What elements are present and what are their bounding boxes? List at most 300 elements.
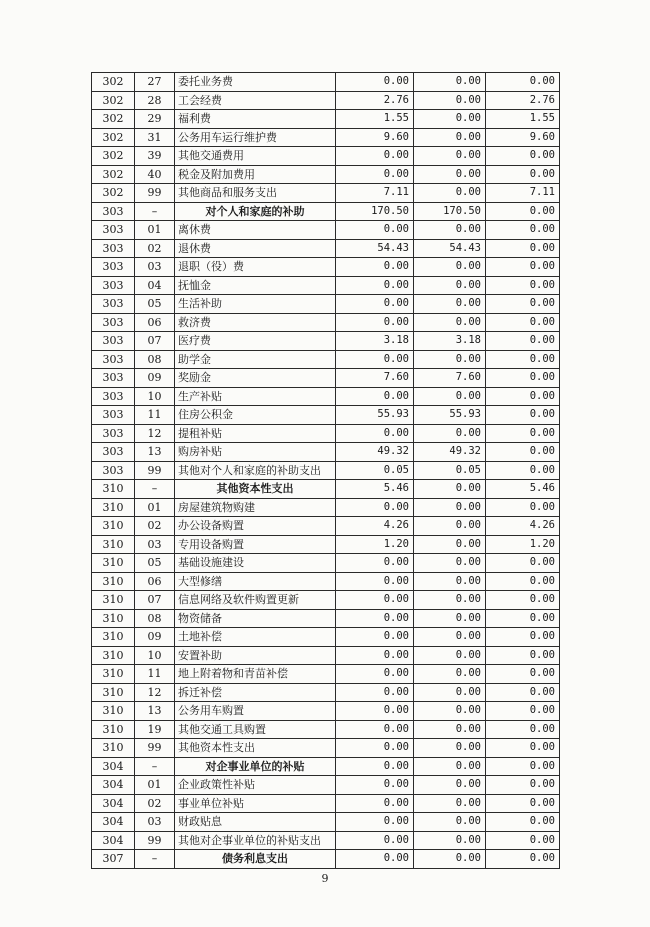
total-amount-cell: 4.26 (336, 517, 414, 536)
table-row (92, 350, 560, 369)
basic-expenditure-cell: 0.00 (414, 276, 486, 295)
item-code-cell: 12 (135, 683, 175, 702)
class-code-cell: 303 (92, 424, 135, 443)
item-code-cell: 05 (135, 554, 175, 573)
total-amount-cell: 0.00 (336, 757, 414, 776)
item-code-cell: 02 (135, 794, 175, 813)
project-expenditure-cell: 0.00 (486, 406, 560, 425)
class-code-cell: 310 (92, 535, 135, 554)
item-name-cell: 退职（役）费 (175, 258, 336, 277)
item-code-cell: 31 (135, 128, 175, 147)
total-amount-cell: 1.20 (336, 535, 414, 554)
item-name-cell: 购房补贴 (175, 443, 336, 462)
total-amount-cell: 0.00 (336, 554, 414, 573)
total-amount-cell: 0.00 (336, 794, 414, 813)
item-code-cell: – (135, 202, 175, 221)
item-name-cell: 助学金 (175, 350, 336, 369)
subtotal-row (92, 202, 560, 221)
item-name-cell: 奖励金 (175, 369, 336, 388)
total-amount-cell: 0.00 (336, 295, 414, 314)
table-row (92, 683, 560, 702)
table-row (92, 332, 560, 351)
table-row (92, 424, 560, 443)
table-row (92, 110, 560, 129)
item-name-cell: 医疗费 (175, 332, 336, 351)
basic-expenditure-cell: 0.00 (414, 165, 486, 184)
basic-expenditure-cell: 0.00 (414, 831, 486, 850)
project-expenditure-cell: 0.00 (486, 239, 560, 258)
basic-expenditure-cell: 0.00 (414, 480, 486, 499)
total-amount-cell: 7.60 (336, 369, 414, 388)
item-code-cell: 03 (135, 813, 175, 832)
item-code-cell: 10 (135, 646, 175, 665)
table-row (92, 313, 560, 332)
page-number: 9 (321, 872, 329, 885)
project-expenditure-cell: 0.00 (486, 572, 560, 591)
table-row (92, 443, 560, 462)
project-expenditure-cell: 0.00 (486, 591, 560, 610)
class-code-cell: 303 (92, 313, 135, 332)
item-code-cell: 10 (135, 387, 175, 406)
item-code-cell: 01 (135, 498, 175, 517)
project-expenditure-cell: 0.00 (486, 850, 560, 869)
project-expenditure-cell: 0.00 (486, 794, 560, 813)
class-code-cell: 302 (92, 110, 135, 129)
item-name-cell: 生产补贴 (175, 387, 336, 406)
class-code-cell: 302 (92, 147, 135, 166)
basic-expenditure-cell: 0.00 (414, 295, 486, 314)
basic-expenditure-cell: 0.00 (414, 572, 486, 591)
project-expenditure-cell: 0.00 (486, 831, 560, 850)
table-row (92, 535, 560, 554)
item-name-cell: 税金及附加费用 (175, 165, 336, 184)
item-code-cell: 12 (135, 424, 175, 443)
total-amount-cell: 0.00 (336, 387, 414, 406)
class-code-cell: 302 (92, 91, 135, 110)
total-amount-cell: 0.00 (336, 258, 414, 277)
total-amount-cell: 170.50 (336, 202, 414, 221)
item-name-cell: 对个人和家庭的补助 (175, 202, 336, 221)
item-name-cell: 其他商品和服务支出 (175, 184, 336, 203)
basic-expenditure-cell: 0.00 (414, 313, 486, 332)
total-amount-cell: 0.00 (336, 165, 414, 184)
class-code-cell: 304 (92, 813, 135, 832)
basic-expenditure-cell: 55.93 (414, 406, 486, 425)
project-expenditure-cell: 4.26 (486, 517, 560, 536)
total-amount-cell: 0.00 (336, 739, 414, 758)
class-code-cell: 303 (92, 221, 135, 240)
class-code-cell: 303 (92, 332, 135, 351)
project-expenditure-cell: 0.00 (486, 720, 560, 739)
project-expenditure-cell: 0.00 (486, 443, 560, 462)
class-code-cell: 310 (92, 720, 135, 739)
total-amount-cell: 0.00 (336, 591, 414, 610)
basic-expenditure-cell: 0.00 (414, 609, 486, 628)
basic-expenditure-cell: 0.05 (414, 461, 486, 480)
class-code-cell: 310 (92, 572, 135, 591)
item-name-cell: 其他交通费用 (175, 147, 336, 166)
project-expenditure-cell: 0.00 (486, 147, 560, 166)
project-expenditure-cell: 0.00 (486, 776, 560, 795)
item-name-cell: 信息网络及软件购置更新 (175, 591, 336, 610)
basic-expenditure-cell: 0.00 (414, 628, 486, 647)
item-code-cell: 07 (135, 591, 175, 610)
item-name-cell: 工会经费 (175, 91, 336, 110)
item-name-cell: 企业政策性补贴 (175, 776, 336, 795)
item-code-cell: 40 (135, 165, 175, 184)
class-code-cell: 310 (92, 628, 135, 647)
item-name-cell: 物资储备 (175, 609, 336, 628)
total-amount-cell: 0.00 (336, 683, 414, 702)
total-amount-cell: 0.05 (336, 461, 414, 480)
item-code-cell: 99 (135, 184, 175, 203)
total-amount-cell: 0.00 (336, 628, 414, 647)
item-code-cell: 02 (135, 517, 175, 536)
project-expenditure-cell: 0.00 (486, 498, 560, 517)
table-row (92, 239, 560, 258)
class-code-cell: 303 (92, 369, 135, 388)
project-expenditure-cell: 0.00 (486, 276, 560, 295)
table-row (92, 591, 560, 610)
basic-expenditure-cell: 0.00 (414, 498, 486, 517)
project-expenditure-cell: 0.00 (486, 295, 560, 314)
project-expenditure-cell: 0.00 (486, 609, 560, 628)
total-amount-cell: 0.00 (336, 850, 414, 869)
item-code-cell: 08 (135, 350, 175, 369)
item-name-cell: 对企事业单位的补贴 (175, 757, 336, 776)
table-row (92, 572, 560, 591)
item-code-cell: 13 (135, 443, 175, 462)
table-row (92, 147, 560, 166)
total-amount-cell: 0.00 (336, 276, 414, 295)
total-amount-cell: 0.00 (336, 147, 414, 166)
class-code-cell: 310 (92, 480, 135, 499)
class-code-cell: 310 (92, 591, 135, 610)
item-name-cell: 抚恤金 (175, 276, 336, 295)
total-amount-cell: 0.00 (336, 609, 414, 628)
class-code-cell: 302 (92, 165, 135, 184)
basic-expenditure-cell: 0.00 (414, 535, 486, 554)
class-code-cell: 303 (92, 387, 135, 406)
item-code-cell: 06 (135, 572, 175, 591)
item-code-cell: 06 (135, 313, 175, 332)
item-name-cell: 住房公积金 (175, 406, 336, 425)
item-name-cell: 公务用车运行维护费 (175, 128, 336, 147)
table-row (92, 628, 560, 647)
table-row (92, 258, 560, 277)
table-row (92, 702, 560, 721)
basic-expenditure-cell: 0.00 (414, 665, 486, 684)
basic-expenditure-cell: 54.43 (414, 239, 486, 258)
expenditure-table (91, 72, 560, 869)
item-name-cell: 委托业务费 (175, 73, 336, 92)
table-row (92, 665, 560, 684)
class-code-cell: 304 (92, 757, 135, 776)
total-amount-cell: 0.00 (336, 776, 414, 795)
basic-expenditure-cell: 3.18 (414, 332, 486, 351)
basic-expenditure-cell: 0.00 (414, 424, 486, 443)
item-code-cell: – (135, 850, 175, 869)
item-name-cell: 其他资本性支出 (175, 739, 336, 758)
basic-expenditure-cell: 0.00 (414, 646, 486, 665)
basic-expenditure-cell: 0.00 (414, 258, 486, 277)
total-amount-cell: 0.00 (336, 572, 414, 591)
total-amount-cell: 54.43 (336, 239, 414, 258)
table-row (92, 387, 560, 406)
item-name-cell: 离休费 (175, 221, 336, 240)
class-code-cell: 302 (92, 73, 135, 92)
item-code-cell: 99 (135, 831, 175, 850)
basic-expenditure-cell: 0.00 (414, 110, 486, 129)
basic-expenditure-cell: 0.00 (414, 128, 486, 147)
item-code-cell: 03 (135, 258, 175, 277)
basic-expenditure-cell: 0.00 (414, 850, 486, 869)
item-code-cell: 04 (135, 276, 175, 295)
basic-expenditure-cell: 0.00 (414, 184, 486, 203)
basic-expenditure-cell: 0.00 (414, 757, 486, 776)
project-expenditure-cell: 0.00 (486, 202, 560, 221)
class-code-cell: 310 (92, 609, 135, 628)
table-row (92, 73, 560, 92)
item-name-cell: 救济费 (175, 313, 336, 332)
item-code-cell: 09 (135, 369, 175, 388)
class-code-cell: 303 (92, 461, 135, 480)
item-name-cell: 事业单位补贴 (175, 794, 336, 813)
table-row (92, 720, 560, 739)
table-row (92, 221, 560, 240)
class-code-cell: 302 (92, 128, 135, 147)
project-expenditure-cell: 0.00 (486, 221, 560, 240)
basic-expenditure-cell: 0.00 (414, 776, 486, 795)
item-name-cell: 土地补偿 (175, 628, 336, 647)
class-code-cell: 304 (92, 794, 135, 813)
class-code-cell: 303 (92, 350, 135, 369)
total-amount-cell: 0.00 (336, 646, 414, 665)
project-expenditure-cell: 0.00 (486, 332, 560, 351)
total-amount-cell: 49.32 (336, 443, 414, 462)
item-name-cell: 专用设备购置 (175, 535, 336, 554)
total-amount-cell: 2.76 (336, 91, 414, 110)
table-row (92, 165, 560, 184)
project-expenditure-cell: 0.00 (486, 165, 560, 184)
item-name-cell: 提租补贴 (175, 424, 336, 443)
total-amount-cell: 0.00 (336, 498, 414, 517)
item-name-cell: 地上附着物和青苗补偿 (175, 665, 336, 684)
item-code-cell: 07 (135, 332, 175, 351)
class-code-cell: 303 (92, 406, 135, 425)
basic-expenditure-cell: 0.00 (414, 517, 486, 536)
basic-expenditure-cell: 0.00 (414, 702, 486, 721)
class-code-cell: 304 (92, 776, 135, 795)
table-row (92, 461, 560, 480)
item-name-cell: 其他对企事业单位的补贴支出 (175, 831, 336, 850)
table-row (92, 794, 560, 813)
item-code-cell: 39 (135, 147, 175, 166)
table-row (92, 776, 560, 795)
item-code-cell: 13 (135, 702, 175, 721)
total-amount-cell: 0.00 (336, 702, 414, 721)
item-code-cell: 11 (135, 406, 175, 425)
basic-expenditure-cell: 0.00 (414, 91, 486, 110)
class-code-cell: 303 (92, 258, 135, 277)
table-row (92, 517, 560, 536)
total-amount-cell: 9.60 (336, 128, 414, 147)
item-code-cell: – (135, 480, 175, 499)
item-name-cell: 拆迁补偿 (175, 683, 336, 702)
table-row (92, 646, 560, 665)
total-amount-cell: 0.00 (336, 665, 414, 684)
project-expenditure-cell: 1.55 (486, 110, 560, 129)
total-amount-cell: 0.00 (336, 73, 414, 92)
class-code-cell: 310 (92, 554, 135, 573)
table-row (92, 609, 560, 628)
item-code-cell: 19 (135, 720, 175, 739)
project-expenditure-cell: 0.00 (486, 665, 560, 684)
total-amount-cell: 0.00 (336, 313, 414, 332)
project-expenditure-cell: 0.00 (486, 757, 560, 776)
item-name-cell: 生活补助 (175, 295, 336, 314)
class-code-cell: 303 (92, 295, 135, 314)
project-expenditure-cell: 0.00 (486, 369, 560, 388)
item-name-cell: 债务利息支出 (175, 850, 336, 869)
basic-expenditure-cell: 0.00 (414, 683, 486, 702)
project-expenditure-cell: 0.00 (486, 646, 560, 665)
class-code-cell: 310 (92, 646, 135, 665)
item-code-cell: 02 (135, 239, 175, 258)
class-code-cell: 303 (92, 276, 135, 295)
table-row (92, 831, 560, 850)
item-code-cell: 11 (135, 665, 175, 684)
table-row (92, 369, 560, 388)
project-expenditure-cell: 0.00 (486, 628, 560, 647)
total-amount-cell: 0.00 (336, 813, 414, 832)
item-name-cell: 基础设施建设 (175, 554, 336, 573)
class-code-cell: 303 (92, 202, 135, 221)
project-expenditure-cell: 0.00 (486, 424, 560, 443)
item-code-cell: 01 (135, 221, 175, 240)
basic-expenditure-cell: 0.00 (414, 794, 486, 813)
class-code-cell: 310 (92, 517, 135, 536)
basic-expenditure-cell: 0.00 (414, 591, 486, 610)
table-row (92, 276, 560, 295)
project-expenditure-cell: 0.00 (486, 554, 560, 573)
total-amount-cell: 0.00 (336, 350, 414, 369)
table-row (92, 554, 560, 573)
class-code-cell: 304 (92, 831, 135, 850)
basic-expenditure-cell: 0.00 (414, 221, 486, 240)
table-row (92, 184, 560, 203)
subtotal-row (92, 757, 560, 776)
table-row (92, 91, 560, 110)
project-expenditure-cell: 0.00 (486, 813, 560, 832)
item-name-cell: 其他交通工具购置 (175, 720, 336, 739)
class-code-cell: 303 (92, 443, 135, 462)
item-code-cell: 09 (135, 628, 175, 647)
table-row (92, 128, 560, 147)
table-row (92, 295, 560, 314)
project-expenditure-cell: 0.00 (486, 350, 560, 369)
total-amount-cell: 0.00 (336, 720, 414, 739)
basic-expenditure-cell: 7.60 (414, 369, 486, 388)
total-amount-cell: 3.18 (336, 332, 414, 351)
project-expenditure-cell: 2.76 (486, 91, 560, 110)
basic-expenditure-cell: 49.32 (414, 443, 486, 462)
basic-expenditure-cell: 0.00 (414, 147, 486, 166)
total-amount-cell: 7.11 (336, 184, 414, 203)
item-name-cell: 房屋建筑物购建 (175, 498, 336, 517)
table-body (92, 73, 560, 869)
total-amount-cell: 5.46 (336, 480, 414, 499)
basic-expenditure-cell: 170.50 (414, 202, 486, 221)
item-code-cell: 08 (135, 609, 175, 628)
project-expenditure-cell: 0.00 (486, 739, 560, 758)
basic-expenditure-cell: 0.00 (414, 554, 486, 573)
project-expenditure-cell: 7.11 (486, 184, 560, 203)
item-name-cell: 办公设备购置 (175, 517, 336, 536)
class-code-cell: 310 (92, 498, 135, 517)
basic-expenditure-cell: 0.00 (414, 350, 486, 369)
item-code-cell: 99 (135, 739, 175, 758)
total-amount-cell: 0.00 (336, 424, 414, 443)
item-name-cell: 大型修缮 (175, 572, 336, 591)
basic-expenditure-cell: 0.00 (414, 813, 486, 832)
item-code-cell: 01 (135, 776, 175, 795)
item-code-cell: 05 (135, 295, 175, 314)
class-code-cell: 310 (92, 665, 135, 684)
total-amount-cell: 1.55 (336, 110, 414, 129)
project-expenditure-cell: 9.60 (486, 128, 560, 147)
item-name-cell: 其他对个人和家庭的补助支出 (175, 461, 336, 480)
item-code-cell: 99 (135, 461, 175, 480)
table-row (92, 406, 560, 425)
project-expenditure-cell: 1.20 (486, 535, 560, 554)
project-expenditure-cell: 0.00 (486, 461, 560, 480)
item-code-cell: 27 (135, 73, 175, 92)
basic-expenditure-cell: 0.00 (414, 73, 486, 92)
class-code-cell: 303 (92, 239, 135, 258)
class-code-cell: 310 (92, 739, 135, 758)
table-row (92, 739, 560, 758)
project-expenditure-cell: 5.46 (486, 480, 560, 499)
project-expenditure-cell: 0.00 (486, 258, 560, 277)
class-code-cell: 310 (92, 702, 135, 721)
item-name-cell: 其他资本性支出 (175, 480, 336, 499)
class-code-cell: 302 (92, 184, 135, 203)
project-expenditure-cell: 0.00 (486, 387, 560, 406)
class-code-cell: 307 (92, 850, 135, 869)
total-amount-cell: 55.93 (336, 406, 414, 425)
project-expenditure-cell: 0.00 (486, 73, 560, 92)
total-amount-cell: 0.00 (336, 831, 414, 850)
project-expenditure-cell: 0.00 (486, 702, 560, 721)
basic-expenditure-cell: 0.00 (414, 387, 486, 406)
item-name-cell: 安置补助 (175, 646, 336, 665)
basic-expenditure-cell: 0.00 (414, 720, 486, 739)
item-code-cell: 29 (135, 110, 175, 129)
item-code-cell: 28 (135, 91, 175, 110)
table-row (92, 813, 560, 832)
subtotal-row (92, 850, 560, 869)
table-row (92, 498, 560, 517)
class-code-cell: 310 (92, 683, 135, 702)
project-expenditure-cell: 0.00 (486, 313, 560, 332)
item-name-cell: 福利费 (175, 110, 336, 129)
item-name-cell: 财政贴息 (175, 813, 336, 832)
project-expenditure-cell: 0.00 (486, 683, 560, 702)
total-amount-cell: 0.00 (336, 221, 414, 240)
item-code-cell: – (135, 757, 175, 776)
subtotal-row (92, 480, 560, 499)
